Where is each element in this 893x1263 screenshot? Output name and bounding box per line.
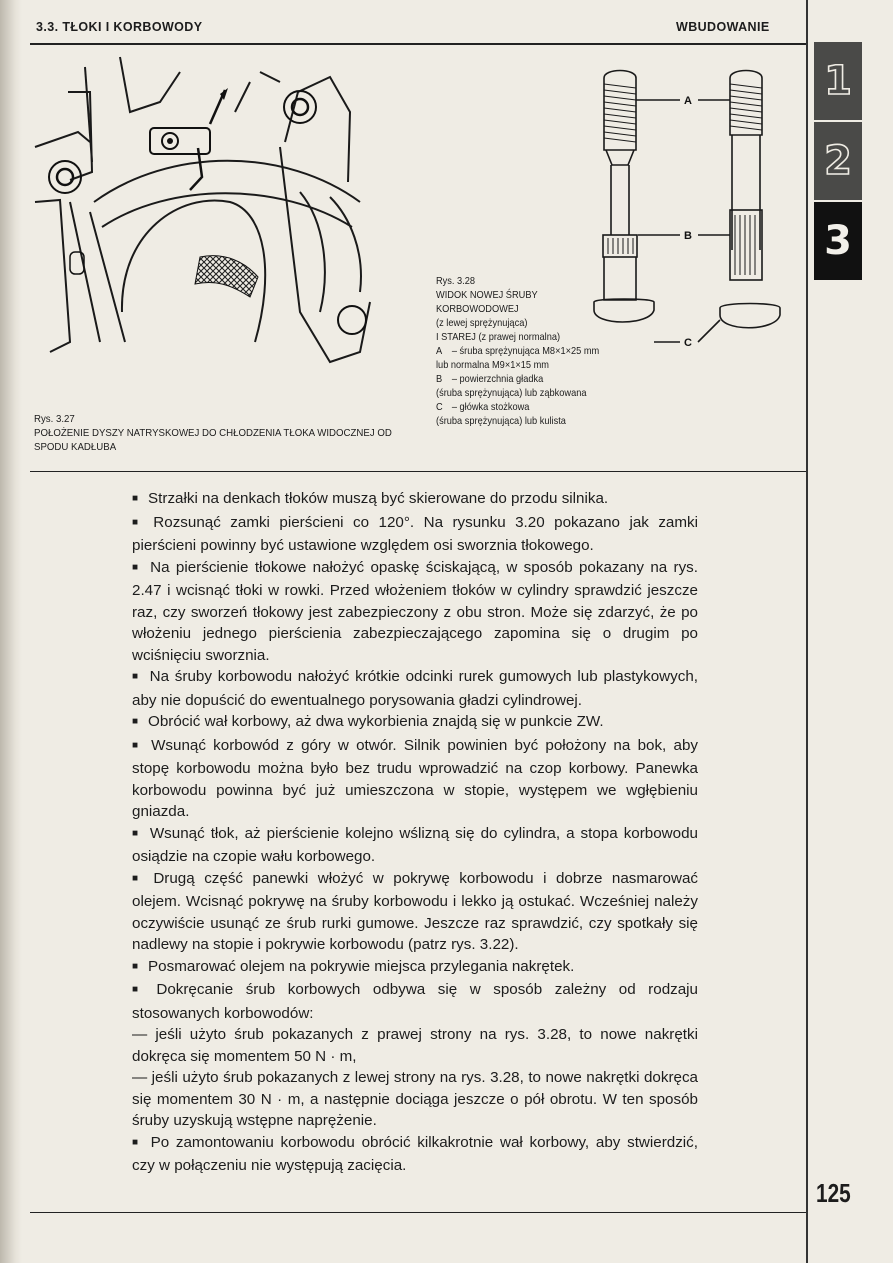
legend-text: (śruba sprężynująca) lub ząbkowana — [436, 387, 587, 399]
section-header: 3.3. TŁOKI I KORBOWODY — [36, 20, 203, 34]
caption-line: (z lewej sprężynująca) — [436, 317, 528, 329]
figure-number: Rys. 3.28 — [436, 275, 476, 287]
caption-line: I STAREJ (z prawej normalna) — [436, 331, 561, 343]
bolt-label-c: C — [684, 337, 692, 349]
instruction-paragraph: ■ Posmarować olejem na pokrywie miejsca przylegania nakrętek. — [132, 956, 698, 980]
legend-item-b — [436, 372, 682, 386]
legend-text: – główka stożkowa — [451, 401, 530, 413]
legend-text: lub normalna M9×1×15 mm — [436, 359, 549, 371]
chapter-tab-3[interactable]: 3 — [814, 202, 862, 280]
instruction-paragraph: ■ Po zamontowaniu korbowodu obrócić kilkakrotnie wał korbowy, aby stwierdzić, czy w połączeniu nie występują zacięcia. — [132, 1132, 698, 1177]
instruction-paragraph: ■ Obrócić wał korbowy, aż dwa wykorbienia znajdą się w punkcie ZW. — [132, 711, 698, 735]
instruction-subitem: — jeśli użyto śrub pokazanych z prawej strony na rys. 3.28, to nowe nakrętki dokręca się momentem 50 N · m, — [132, 1026, 698, 1065]
chapter-tab-1[interactable]: 1 — [814, 42, 862, 120]
page-number: 125 — [816, 1178, 851, 1208]
bolt-label-b: B — [684, 230, 692, 242]
header-rule — [30, 43, 806, 45]
bolt-label-a: A — [684, 95, 692, 107]
figure-3-28-caption — [436, 274, 682, 428]
legend-text: (śruba sprężynująca) lub kulista — [436, 415, 566, 427]
chapter-tab-2[interactable]: 2 — [814, 122, 862, 200]
legend-item-a — [436, 344, 682, 358]
figure-3-27-illustration — [30, 52, 390, 396]
caption-text: POŁOŻENIE DYSZY NATRYSKOWEJ DO CHŁODZENIA TŁOKA WIDOCZNEJ OD SPODU KADŁUBA — [34, 427, 392, 453]
book-spine-shadow — [0, 0, 22, 1263]
figure-number: Rys. 3.27 — [34, 413, 75, 425]
caption-line: WIDOK NOWEJ ŚRUBY — [436, 289, 538, 301]
figure-divider — [30, 471, 806, 472]
legend-item-c — [436, 400, 682, 414]
instruction-paragraph: ■ Wsunąć korbowód z góry w otwór. Silnik powinien być położony na bok, aby stopę korbowodu można było bez trudu wprowadzić na czop korbowy. Panewka korbowodu powinna być już umieszczona w stopie, występem we wgłębieniu gniazda. — [132, 735, 698, 823]
instruction-subitem: — jeśli użyto śrub pokazanych z lewej strony na rys. 3.28, to nowe nakrętki dokręca się momentem 30 N · m, a następnie dociąga jeszcze o pół obrotu. W ten sposób śruby uzyskują wstępne naprężenie. — [132, 1069, 698, 1129]
figure-3-27-caption — [34, 412, 402, 454]
instruction-paragraph: ■ Na śruby korbowodu nałożyć krótkie odcinki rurek gumowych lub plastykowych, aby nie dopuścić do ewentualnego porysowania gładzi cylindrowej. — [132, 666, 698, 711]
instruction-paragraph: ■ Strzałki na denkach tłoków muszą być skierowane do przodu silnika. — [132, 488, 698, 512]
instruction-paragraph: ■ Na pierścienie tłokowe nałożyć opaskę ściskającą, w sposób pokazany na rys. 2.47 i wcisnąć tłoki w rowki. Przed włożeniem tłoków w cylindry sprawdzić jeszcze raz, czy sworzeń tłokowy jest zabezpieczony z obu stron. Może się zdarzyć, że po włożeniu jednego pierścienia zabezpieczającego zapomina się o drugim po wciśnięciu sworznia. — [132, 557, 698, 667]
footer-rule — [30, 1212, 806, 1213]
margin-rule — [806, 0, 808, 1263]
caption-line: KORBOWODOWEJ — [436, 303, 519, 315]
chapter-tabs — [814, 42, 862, 282]
instruction-paragraph: ■ Dokręcanie śrub korbowych odbywa się w sposób zależny od rodzaju stosowanych korbowodów: — [132, 979, 698, 1024]
legend-text: – śruba sprężynująca M8×1×25 mm — [451, 345, 600, 357]
legend-key: C — [436, 401, 443, 413]
legend-text: – powierzchnia gładka — [451, 373, 544, 385]
legend-key: A — [436, 345, 443, 357]
chapter-header: WBUDOWANIE — [676, 20, 770, 34]
instruction-paragraph: ■ Drugą część panewki włożyć w pokrywę korbowodu i dobrze nasmarować olejem. Wcisnąć pokrywę na śruby korbowodu i lekko ją ostukać. Wcześniej należy oczywiście usunąć ze śrub rurki gumowe. Jeszcze raz sprawdzić, czy spotkały się nadlewy na stopie i pokrywie korbowodu (patrz rys. 3.22). — [132, 868, 698, 956]
instructions-body — [132, 488, 698, 1177]
legend-key: B — [436, 373, 443, 385]
instruction-paragraph: ■ Rozsunąć zamki pierścieni co 120°. Na rysunku 3.20 pokazano jak zamki pierścieni powinny być ustawione względem osi sworznia tłokowego. — [132, 512, 698, 557]
instruction-paragraph: ■ Wsunąć tłok, aż pierścienie kolejno wślizną się do cylindra, a stopa korbowodu osiądzie na czopie wału korbowego. — [132, 823, 698, 868]
